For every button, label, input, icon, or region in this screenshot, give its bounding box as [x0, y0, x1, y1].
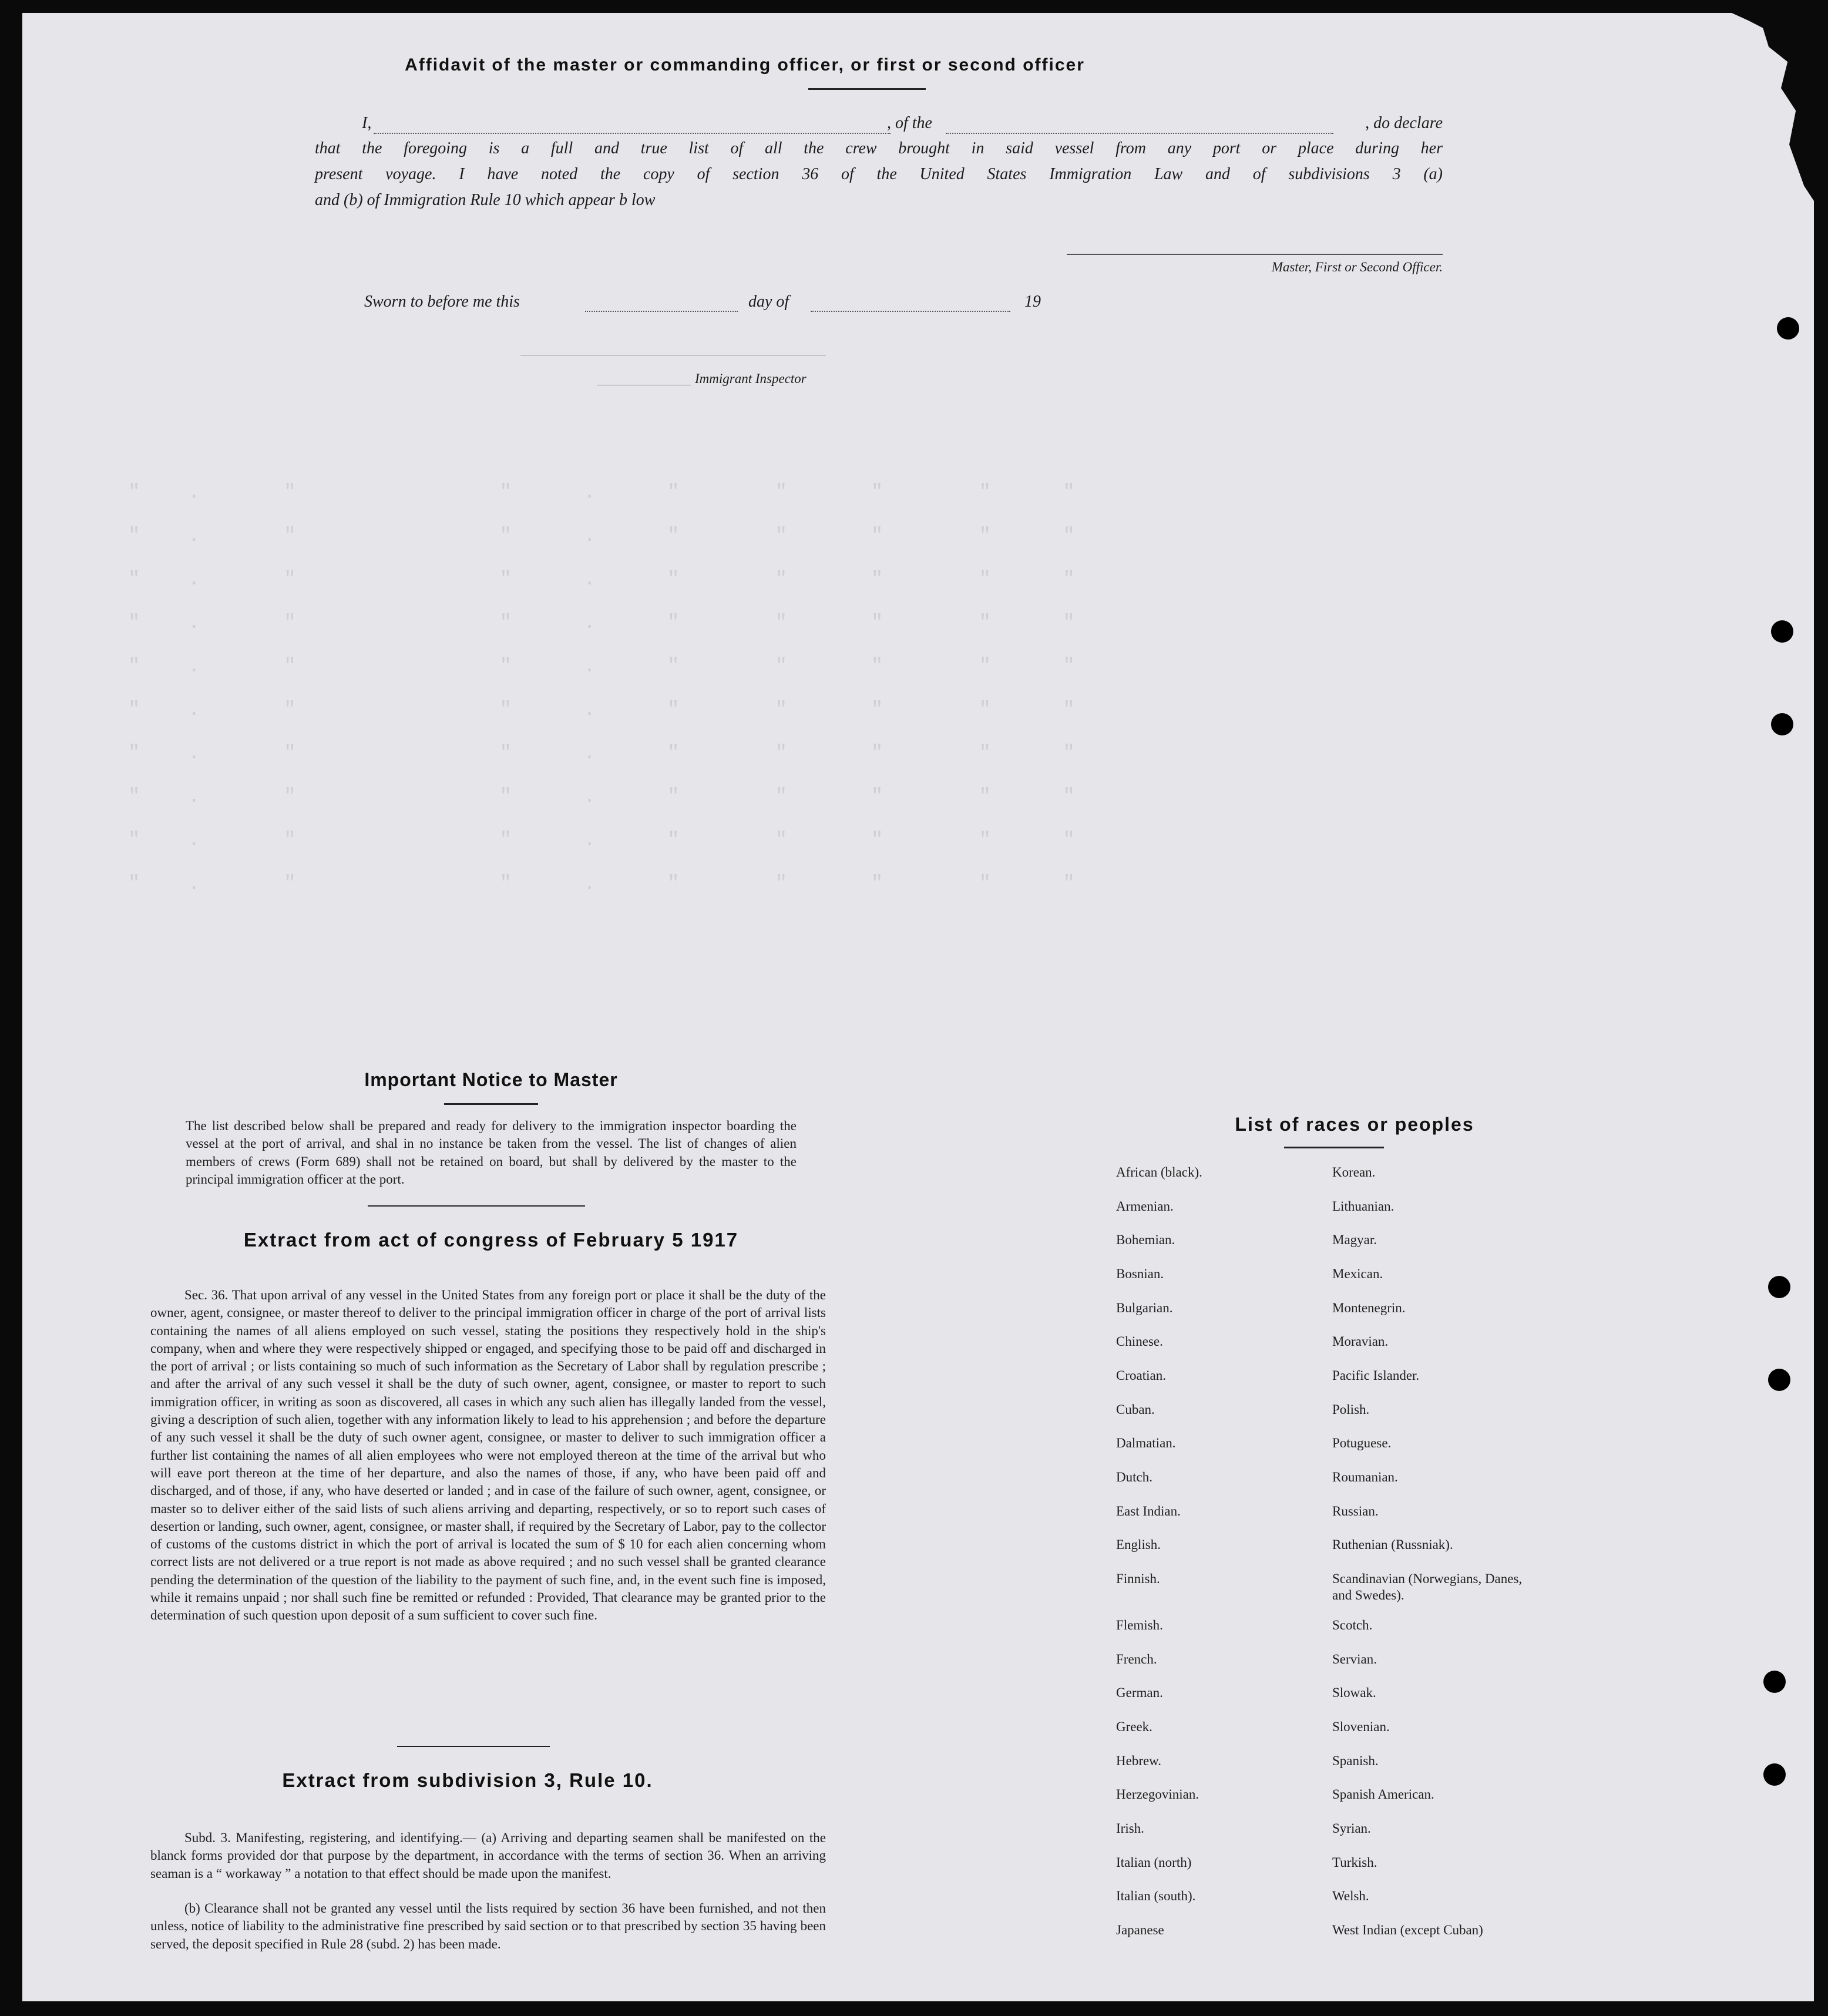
race-left-8: Cuban.	[1116, 1402, 1155, 1417]
race-left-23: Japanese	[1116, 1923, 1164, 1937]
sworn-year: 19	[1024, 293, 1041, 311]
act-extract-separator	[397, 1746, 550, 1747]
act-extract-title: Extract from act of congress of February 5 1917	[243, 1229, 739, 1251]
race-right-21: Turkish.	[1332, 1855, 1377, 1870]
punch-hole-3	[1771, 713, 1793, 735]
sworn-day-of: day of	[748, 293, 789, 311]
race-right-19: Spanish American.	[1332, 1787, 1434, 1802]
race-right-20: Syrian.	[1332, 1821, 1371, 1836]
races-title-rule	[1284, 1147, 1384, 1148]
race-right-3: Magyar.	[1332, 1232, 1377, 1247]
punch-hole-6	[1763, 1671, 1786, 1693]
race-left-12: English.	[1116, 1537, 1161, 1552]
race-left-21: Italian (north)	[1116, 1855, 1192, 1870]
race-right-11: Russian.	[1332, 1504, 1379, 1518]
race-left-22: Italian (south).	[1116, 1889, 1196, 1903]
rule-extract-para-b: (b) Clearance shall not be granted any vessel until the lists required by section 36 have been furnished, and not then unless, notice of liability to the administrative fine prescribed by said section or to that prescribed by section 35 having been served, the deposit specified in Rule 28 (subd. 2) has been made.	[150, 1901, 826, 1951]
race-left-5: Bulgarian.	[1116, 1301, 1173, 1315]
race-left-11: East Indian.	[1116, 1504, 1181, 1518]
race-right-15: Servian.	[1332, 1652, 1377, 1666]
race-left-15: French.	[1116, 1652, 1157, 1666]
race-right-8: Polish.	[1332, 1402, 1370, 1417]
race-left-20: Irish.	[1116, 1821, 1144, 1836]
race-right-17: Slovenian.	[1332, 1719, 1390, 1734]
race-left-6: Chinese.	[1116, 1334, 1163, 1349]
affidavit-line-4: and (b) of Immigration Rule 10 which appear b low	[315, 191, 656, 209]
affidavit-title: Affidavit of the master or commanding officer, or first or second officer	[405, 55, 1085, 75]
sworn-day-line[interactable]	[585, 311, 738, 312]
race-right-12: Ruthenian (Russniak).	[1332, 1537, 1453, 1552]
punch-hole-5	[1768, 1369, 1790, 1391]
notice-title-rule	[444, 1103, 538, 1105]
race-right-9: Potuguese.	[1332, 1436, 1392, 1450]
race-left-4: Bosnian.	[1116, 1266, 1164, 1281]
rule-extract-title: Extract from subdivision 3, Rule 10.	[282, 1769, 653, 1791]
race-left-19: Herzegovinian.	[1116, 1787, 1199, 1802]
race-left-18: Hebrew.	[1116, 1753, 1162, 1768]
race-right-1: Korean.	[1332, 1165, 1376, 1180]
race-right-18: Spanish.	[1332, 1753, 1379, 1768]
race-right-10: Roumanian.	[1332, 1470, 1398, 1484]
affidavit-do-declare: , do declare	[1365, 114, 1443, 132]
race-right-6: Moravian.	[1332, 1334, 1389, 1349]
race-left-16: German.	[1116, 1685, 1163, 1700]
form-page	[22, 13, 1814, 2001]
punch-hole-4	[1768, 1276, 1790, 1298]
punch-hole-2	[1771, 620, 1793, 643]
affidavit-line-3: present voyage. I have noted the copy of section 36 of the United States Immigration Law and of subdivisions 3 (a)	[315, 165, 1443, 183]
races-title: List of races or peoples	[1235, 1114, 1474, 1135]
rule-extract-para-a: Subd. 3. Manifesting, registering, and identifying.— (a) Arriving and departing seamen shall be manifested on the blanck forms provided dor that purpose by the department, in accordance with the terms of section 36. When an arriving seaman is a “ workaway ” a notation to that effect should be made upon the manifest.	[150, 1830, 826, 1881]
master-signature-caption: Master, First or Second Officer.	[1271, 260, 1443, 274]
torn-corner	[1732, 13, 1814, 201]
race-left-9: Dalmatian.	[1116, 1436, 1176, 1450]
master-name-line[interactable]	[374, 133, 891, 134]
punch-hole-7	[1763, 1763, 1786, 1786]
sworn-month-line[interactable]	[811, 311, 1010, 312]
inspector-caption: Immigrant Inspector	[695, 371, 807, 386]
race-left-2: Armenian.	[1116, 1199, 1174, 1214]
race-right-5: Montenegrin.	[1332, 1301, 1406, 1315]
race-right-23: West Indian (except Cuban)	[1332, 1923, 1483, 1937]
affidavit-i: I,	[362, 114, 372, 132]
race-right-4: Mexican.	[1332, 1266, 1383, 1281]
affidavit-line-2: that the foregoing is a full and true list of all the crew brought in said vessel from any port or place during her	[315, 139, 1443, 157]
race-left-7: Croatian.	[1116, 1368, 1166, 1383]
act-extract-text: Sec. 36. That upon arrival of any vessel in the United States from any foreign port or place it shall be the duty of the owner, agent, consignee, or master thereof to deliver to the principal immigration officer in charge of the port of arrival lists containing the names of all aliens employed on such vessel, stating the positions they respectively hold in the ship's company, when and where they were respectively shipped or engaged, and specifying those to be paid off and discharged in the port of arrival ; or lists containing so much of such information as the Secretary of Labor shall by regulation prescribe ; and after the arrival of any such vessel it shall be the duty of such owner, agent, consignee, or master to report to such immigration officer, in writing as soon as discovered, all cases in which any such alien has illegally landed from the vessel, giving a description of such alien, together with any information likely to lead to his apprehension ; and before the departure of any such vessel it shall be the duty of such owner agent, consignee, or master to deliver to such immigration officer a further list containing the names of all alien employees who were not employed thereon at the time of the arrival but who will eave port thereon at the time of her departure, and also the names of those, if any, who have been paid off and discharged, and of those, if any, who have deserted or landed ; and in case of the failure of such owner, agent, consignee, or master so to deliver either of the said lists of such aliens arriving and departing, respectively, or so to report such cases of desertion or landing, such owner, agent, consignee, or master shall, if required by the Secretary of Labor, pay to the collector of customs of the customs district in which the port of arrival is located the sum of $ 10 for each alien concerning whom correct lists are not delivered or a true report is not made as above required ; and no such vessel shall be granted clearance pending the determination of the question of the liability to the payment of such fine, and, in the event such fine is imposed, while it remains unpaid ; nor shall such fine be remitted or refunded : Provided, That clearance may be granted prior to the determination of such question upon deposit of a sum sufficient to cover such fine.	[150, 1288, 826, 1623]
race-right-16: Slowak.	[1332, 1685, 1376, 1700]
race-left-3: Bohemian.	[1116, 1232, 1175, 1247]
affidavit-title-rule	[808, 88, 926, 90]
notice-separator	[368, 1205, 585, 1207]
affidavit-of-the: , of the	[887, 114, 932, 132]
race-left-1: African (black).	[1116, 1165, 1202, 1180]
race-right-13: Scandinavian (Norwegians, Danes, and Swedes).	[1332, 1571, 1523, 1602]
master-signature-line[interactable]	[1067, 254, 1443, 255]
race-right-2: Lithuanian.	[1332, 1199, 1394, 1214]
race-left-14: Flemish.	[1116, 1618, 1163, 1632]
vessel-name-line[interactable]	[946, 133, 1333, 134]
bleed-through-text: " . " " . " " " " " " . " " . " " " " " " . " " . " " " " " " . " " . " " " " " " . " " . " " " " " " . " " . " " " " " " . " " . " " " " " " . " " . " " " " " " . " " . " " " " " " . " " . " " " " "	[128, 482, 1075, 895]
race-right-7: Pacific Islander.	[1332, 1368, 1420, 1383]
notice-title: Important Notice to Master	[364, 1069, 618, 1090]
race-left-17: Greek.	[1116, 1719, 1152, 1734]
race-left-10: Dutch.	[1116, 1470, 1152, 1484]
race-right-14: Scotch.	[1332, 1618, 1373, 1632]
punch-hole-1	[1777, 317, 1799, 340]
race-right-22: Welsh.	[1332, 1889, 1369, 1903]
sworn-prefix: Sworn to before me this	[364, 293, 520, 311]
race-left-13: Finnish.	[1116, 1571, 1160, 1586]
notice-text: The list described below shall be prepared and ready for delivery to the immigration inspector boarding the vessel at the port of arrival, and shal in no instance be taken from the vessel. The list of changes of alien members of crews (Form 689) shall not be retained on board, but shall by delivered by the master to the principal immigration officer at the port.	[186, 1118, 797, 1187]
